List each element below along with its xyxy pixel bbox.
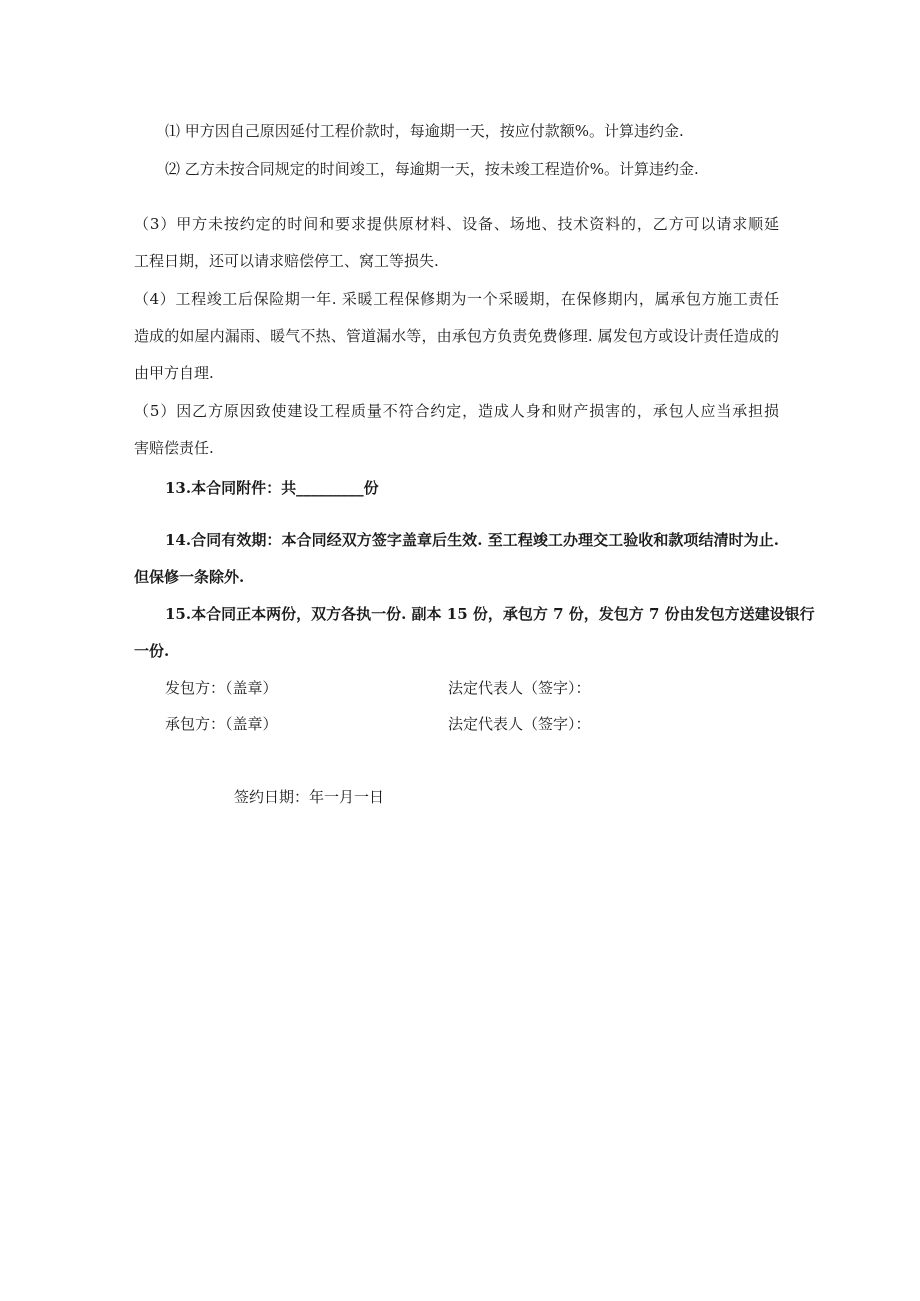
clause-5-line-2: 害赔偿责任.: [134, 439, 214, 457]
clause-4-line-2: 造成的如屋内漏雨、暖气不热、管道漏水等，由承包方负责免费修理. 属发包方或设计责任造成的: [134, 327, 779, 345]
clause-2: ⑵ 乙方未按合同规定的时间竣工，每逾期一天，按未竣工程造价%。计算违约金.: [165, 160, 699, 178]
clause-1: ⑴ 甲方因自己原因延付工程价款时，每逾期一天，按应付款额%。计算违约金.: [165, 122, 684, 140]
article-14-line-2: 但保修一条除外.: [134, 568, 245, 586]
clause-3-line-1: （3）甲方未按约定的时间和要求提供原材料、设备、场地、技术资料的，乙方可以请求顺延: [134, 215, 779, 233]
article-15-line-2: 一份.: [134, 642, 170, 660]
article-15-line-1: 15.本合同正本两份，双方各执一份. 副本 15 份，承包方 7 份，发包方 7 份由发包方送建设银行: [165, 605, 815, 623]
employer-representative-label: 法定代表人（签字）：: [448, 679, 591, 697]
employer-seal-label: 发包方：（盖章）: [165, 679, 278, 697]
clause-3-line-2: 工程日期，还可以请求赔偿停工、窝工等损失.: [134, 252, 439, 270]
clause-4-line-3: 由甲方自理.: [134, 364, 214, 382]
clause-4-line-1: （4）工程竣工后保险期一年. 采暖工程保修期为一个采暖期，在保修期内，属承包方施工责任: [134, 290, 779, 308]
contractor-seal-label: 承包方：（盖章）: [165, 715, 278, 733]
contractor-representative-label: 法定代表人（签字）：: [448, 715, 591, 733]
article-14-line-1: 14.合同有效期：本合同经双方签字盖章后生效. 至工程竣工办理交工验收和款项结清时为止.: [165, 531, 779, 549]
clause-5-line-1: （5）因乙方原因致使建设工程质量不符合约定，造成人身和财产损害的，承包人应当承担损: [134, 402, 779, 420]
signing-date: 签约日期：年一月一日: [234, 788, 385, 806]
article-13: 13.本合同附件：共_________份: [165, 479, 379, 497]
